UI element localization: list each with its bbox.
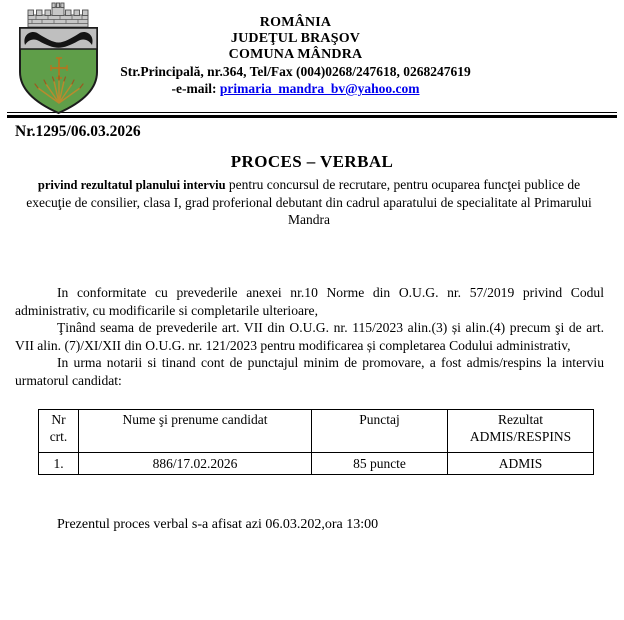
commune-name: COMUNA MÂNDRA xyxy=(228,47,363,62)
paragraph-result-intro: In urma notarii si tinand cont de punctajul minim de promovare, a fost admis/respins la interviu urmatorul candidat: xyxy=(15,355,604,388)
cell-score: 85 puncte xyxy=(312,452,448,474)
col-header-nr-crt: Nr crt. xyxy=(39,409,79,452)
email-label: -e-mail: xyxy=(171,81,220,96)
closing-statement: Prezentul proces verbal s-a afisat azi 06.03.202,ora 13:00 xyxy=(57,516,379,532)
cell-row-number: 1. xyxy=(39,452,79,474)
document-number: Nr.1295/06.03.2026 xyxy=(15,123,141,140)
col-header-score: Punctaj xyxy=(312,409,448,452)
table-row xyxy=(39,452,594,474)
cell-result: ADMIS xyxy=(448,452,594,474)
country-name: ROMÂNIA xyxy=(259,15,332,30)
document-subtitle xyxy=(18,176,600,228)
paragraph-legal-basis-1: In conformitate cu prevederile anexei nr.10 Norme din O.U.G. nr. 57/2019 privind Codul administrativ, cu modificarile si completarile ulterioare, xyxy=(15,285,604,318)
county-name: JUDEŢUL BRAŞOV xyxy=(230,31,361,46)
subtitle-lead: privind rezultatul planului interviu xyxy=(37,178,226,192)
letterhead xyxy=(0,0,624,112)
address-line: Str.Principală, nr.364, Tel/Fax (004)0268/247618, 0268247619 xyxy=(120,64,471,79)
document-title: PROCES – VERBAL xyxy=(230,152,394,171)
cell-candidate-id: 886/17.02.2026 xyxy=(79,452,312,474)
table-header-row xyxy=(39,409,594,452)
col-header-candidate-name: Nume şi prenume candidat xyxy=(79,409,312,452)
email-link[interactable]: primaria_mandra_bv@yahoo.com xyxy=(219,81,420,96)
body-text xyxy=(15,284,604,390)
coat-of-arms-image xyxy=(12,2,107,115)
col-header-result: Rezultat ADMIS/RESPINS xyxy=(448,409,594,452)
paragraph-legal-basis-2: Ţinând seama de prevederile art. VII din O.U.G. nr. 115/2023 alin.(3) și alin.(4) precum şi de art. VII alin. (7)/XI/XII din O.U.G. nr. 121/2023 pentru modificarea și completarea Codului administrativ, xyxy=(15,320,604,353)
results-table xyxy=(38,409,594,475)
subtitle-rest: pentru concursul de recrutare, pentru ocuparea funcţei publice de execuţie de consilier, clasa I, grad proferional debutant din cadrul aparatului de specialitate al Primarului Mandra xyxy=(26,177,592,227)
mural-crown-icon xyxy=(28,3,88,27)
